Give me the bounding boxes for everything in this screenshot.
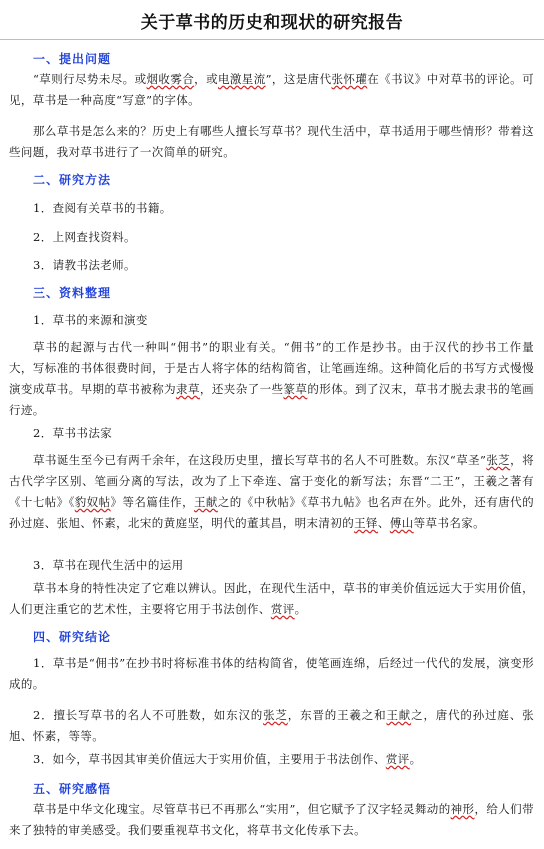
s2-list-item-1: 1．查阅有关草书的书籍。	[33, 201, 172, 215]
s5-paragraph-1	[9, 799, 534, 841]
s3-p2-marked-5: 傅山	[389, 516, 414, 530]
s4-i3-text-2: 。	[409, 752, 422, 766]
s3-p2-text-1: 草书诞生至今已有两千余年，在这段历史里，擅长写草书的名人不可胜数。东汉“草圣”	[33, 453, 487, 467]
s1-paragraph-1	[9, 69, 534, 111]
s1-paragraph-2: 那么草书是怎么来的？历史上有哪些人擅长写草书？现代生活中，草书适用于哪些情形？带着这些问题，我对草书进行了一次简单的研究。	[9, 124, 534, 159]
s3-p3-text-2: 。	[294, 602, 307, 616]
s3-paragraph-3	[9, 578, 534, 620]
s3-p1-text-2: ，还夹杂了一些	[199, 382, 284, 396]
s4-i2-text-3: 之，唐代的孙过庭、张旭、怀素，等等。	[9, 708, 534, 743]
s2-list-item-3: 3．请教书法老师。	[33, 258, 136, 272]
s4-i2-marked-2: 王献	[386, 708, 412, 722]
s3-p2-marked-4: 王铎	[354, 516, 378, 530]
s3-p2-text-5: 、	[377, 516, 390, 530]
s4-item-3	[9, 749, 534, 770]
s1-p1-text-2: ，或	[194, 72, 218, 86]
s3-p1-text-3: 的形体。到了汉末，草书才脱去隶书的笔画行迹。	[9, 382, 534, 417]
s1-p1-text-1: “草则行尽势未尽。或	[33, 72, 147, 86]
s4-i2-text-1: 2．擅长写草书的名人不可胜数，如东汉的	[33, 708, 264, 722]
s2-list-item-2: 2．上网查找资料。	[33, 230, 136, 244]
s3-subheading-2: 2．草书书法家	[33, 426, 113, 440]
s5-p1-text-1: 草书是中华文化瑰宝。尽管草书已不再那么“实用”，但它赋予了汉字轻灵舞动的	[33, 802, 451, 816]
s1-p1-marked-3: 张怀瓘	[331, 72, 368, 86]
s3-p1-text-1: 草书的起源与古代一种叫“佣书”的职业有关。“佣书”的工作是抄书。由于汉代的抄书工作量大，写标准的书体很费时间，于是古人将字体的结构简省，让笔画连绵。这种简化后的书写方式慢慢演变成草书。早期的草书被称为	[9, 340, 534, 396]
s3-paragraph-1	[9, 337, 534, 421]
s3-subheading-1: 1．草书的来源和演变	[33, 313, 148, 327]
s3-p1-marked-2: 篆草	[283, 382, 308, 396]
s4-i2-marked-1: 张芝	[263, 708, 288, 722]
s3-p2-marked-2: 豹奴帖	[74, 495, 111, 509]
section-heading-1: 一、提出问题	[33, 52, 112, 66]
s1-p1-marked-1: 烟收雾合	[146, 72, 195, 86]
s3-subheading-3: 3．草书在现代生活中的运用	[33, 558, 184, 572]
s1-p1-text-3: ”，这是唐代	[265, 72, 332, 86]
s3-p1-marked-1: 隶草	[176, 382, 200, 396]
section-heading-5: 五、研究感悟	[33, 782, 112, 796]
s3-p2-marked-3: 王献	[194, 495, 218, 509]
s5-p1-text-2: ，给人们带来了独特的审美感受。我们要重视草书文化，将草书文化传承下去。	[9, 802, 534, 837]
s4-item-2	[9, 705, 534, 747]
s3-p3-marked-1: 赏评	[270, 602, 295, 616]
s4-i3-marked-1: 赏评	[385, 752, 410, 766]
s3-p3-text-1: 草书本身的特性决定了它难以辨认。因此，在现代生活中，草书的审美价值远远大于实用价值，人们更注重它的艺术性，主要将它用于书法创作、	[9, 581, 534, 616]
section-heading-2: 二、研究方法	[33, 173, 112, 187]
section-heading-3: 三、资料整理	[33, 286, 112, 300]
s4-i2-text-2: ，东晋的王羲之和	[287, 708, 387, 722]
s3-p2-text-4: 之的《中秋帖》《草书九帖》也名声在外。此外，还有唐代的孙过庭、张旭、怀素，北宋的黄庭坚，明代的董其昌，明末清初的	[9, 495, 534, 530]
s3-paragraph-2	[9, 450, 534, 534]
s3-p2-text-6: 等草书名家。	[413, 516, 486, 530]
title-divider	[0, 39, 544, 40]
page-title: 关于草书的历史和现状的研究报告	[140, 13, 404, 33]
s1-p1-text-4: 在《书议》中对草书的评论。可见，草书是一种高度“写意”的字体。	[9, 72, 534, 107]
s4-i3-text-1: 3．如今，草书因其审美价值远大于实用价值，主要用于书法创作、	[33, 752, 386, 766]
s5-p1-marked-1: 神形	[450, 802, 475, 816]
s1-p1-marked-2: 电激星流	[217, 72, 266, 86]
section-heading-4: 四、研究结论	[33, 630, 112, 644]
s3-p2-text-2: ，将古代学字区别、笔画分离的写法，改为了上下牵连、富于变化的新写法；东晋“二王”，王羲之著有《十七帖》《	[9, 453, 534, 509]
s3-p2-marked-1: 张芝	[486, 453, 511, 467]
s3-p2-text-3: 》等名篇佳作，	[110, 495, 194, 509]
s4-item-1: 1．草书是“佣书”在抄书时将标准书体的结构简省，使笔画连绵，后经过一代代的发展，演变形成的。	[9, 656, 534, 691]
